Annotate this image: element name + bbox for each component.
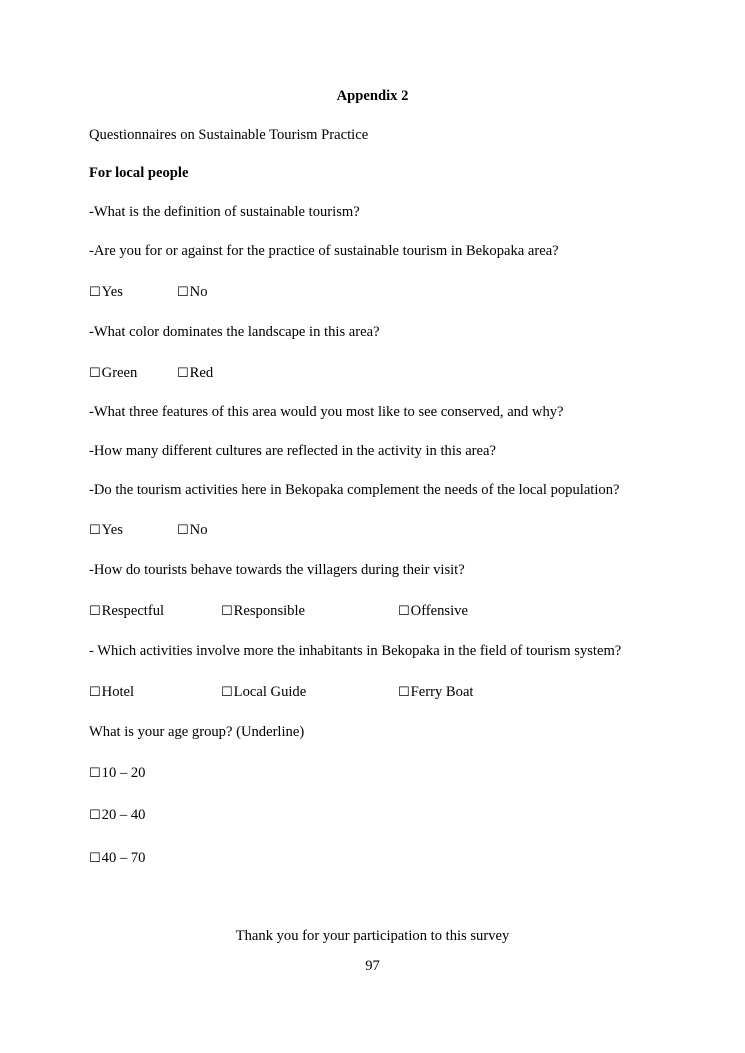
option-yes-checkbox[interactable]: ☐Yes bbox=[89, 284, 123, 300]
option-respectful-checkbox[interactable]: ☐Respectful bbox=[89, 603, 165, 619]
checkbox-icon: ☐ bbox=[89, 523, 101, 538]
checkbox-icon: ☐ bbox=[177, 523, 189, 538]
checkbox-icon: ☐ bbox=[89, 808, 101, 823]
checkbox-icon: ☐ bbox=[221, 685, 233, 700]
option-ferry-boat-checkbox[interactable]: ☐Ferry Boat bbox=[398, 684, 474, 700]
question-for-against: -Are you for or against for the practice of sustainable tourism in Bekopaka area? bbox=[89, 243, 559, 259]
question-features: -What three features of this area would you most like to see conserved, and why? bbox=[89, 404, 564, 420]
questionnaire-subtitle: Questionnaires on Sustainable Tourism Practice bbox=[89, 127, 369, 143]
option-age-20-40-checkbox[interactable]: ☐20 – 40 bbox=[89, 807, 146, 823]
section-heading: For local people bbox=[89, 165, 189, 181]
option-offensive-checkbox[interactable]: ☐Offensive bbox=[398, 603, 468, 619]
checkbox-icon: ☐ bbox=[398, 685, 410, 700]
checkbox-icon: ☐ bbox=[398, 604, 410, 619]
question-age-group: What is your age group? (Underline) bbox=[89, 724, 305, 740]
checkbox-icon: ☐ bbox=[89, 366, 101, 381]
checkbox-icon: ☐ bbox=[221, 604, 233, 619]
checkbox-icon: ☐ bbox=[89, 285, 101, 300]
question-activities: - Which activities involve more the inhabitants in Bekopaka in the field of tourism system? bbox=[89, 643, 622, 659]
question-color: -What color dominates the landscape in this area? bbox=[89, 324, 380, 340]
checkbox-icon: ☐ bbox=[89, 685, 101, 700]
option-no-checkbox[interactable]: ☐No bbox=[177, 284, 208, 300]
checkbox-icon: ☐ bbox=[89, 851, 101, 866]
checkbox-icon: ☐ bbox=[89, 766, 101, 781]
option-yes-checkbox[interactable]: ☐Yes bbox=[89, 522, 123, 538]
option-no-checkbox[interactable]: ☐No bbox=[177, 522, 208, 538]
checkbox-icon: ☐ bbox=[89, 604, 101, 619]
option-local-guide-checkbox[interactable]: ☐Local Guide bbox=[221, 684, 307, 700]
question-complement: -Do the tourism activities here in Bekopaka complement the needs of the local population? bbox=[89, 482, 620, 498]
appendix-title: Appendix 2 bbox=[336, 88, 409, 104]
checkbox-icon: ☐ bbox=[177, 285, 189, 300]
option-hotel-checkbox[interactable]: ☐Hotel bbox=[89, 684, 135, 700]
question-cultures: -How many different cultures are reflected in the activity in this area? bbox=[89, 443, 496, 459]
option-green-checkbox[interactable]: ☐Green bbox=[89, 365, 138, 381]
question-behave: -How do tourists behave towards the villagers during their visit? bbox=[89, 562, 465, 578]
checkbox-icon: ☐ bbox=[177, 366, 189, 381]
closing-note: Thank you for your participation to this survey bbox=[235, 928, 510, 944]
option-age-10-20-checkbox[interactable]: ☐10 – 20 bbox=[89, 765, 146, 781]
option-responsible-checkbox[interactable]: ☐Responsible bbox=[221, 603, 306, 619]
question-definition: -What is the definition of sustainable tourism? bbox=[89, 204, 360, 220]
page-number: 97 bbox=[365, 958, 380, 974]
option-age-40-70-checkbox[interactable]: ☐40 – 70 bbox=[89, 850, 146, 866]
option-red-checkbox[interactable]: ☐Red bbox=[177, 365, 214, 381]
